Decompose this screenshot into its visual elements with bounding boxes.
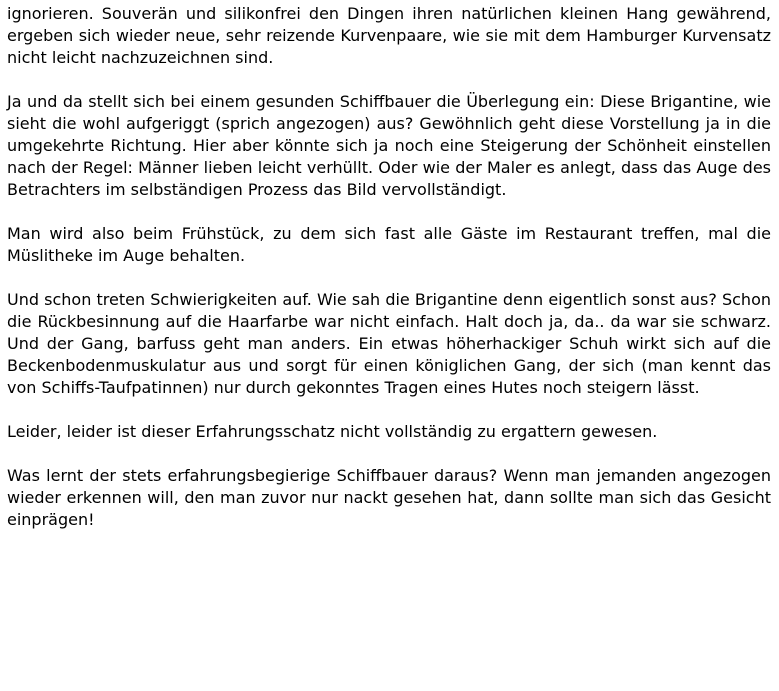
paragraph-3: Man wird also beim Frühstück, zu dem sich fast alle Gäste im Restaurant treffen, mal die Müslitheke im Auge behalten. (7, 224, 771, 265)
paragraph-2: Ja und da stellt sich bei einem gesunden Schiffbauer die Überlegung ein: Diese Brigantine, wie sieht die wohl aufgeriggt (sprich angezogen) aus? Gewöhnlich geht diese Vorstellung ja in die umgekehrte Richtung. Hier aber könnte sich ja noch eine Steigerung der Schönheit einstellen nach der Regel: Männer lieben leicht verhüllt. Oder wie der Maler es anlegt, dass das Auge des Betrachters im selbständigen Prozess das Bild vervollständigt. (7, 92, 771, 199)
paragraph-1: ignorieren. Souverän und silikonfrei den Dingen ihren natürlichen kleinen Hang gewährend, ergeben sich wieder neue, sehr reizende Kurvenpaare, wie sie mit dem Hamburger Kurvensatz nicht leicht nachzuzeichnen sind. (7, 4, 771, 67)
paragraph-6: Was lernt der stets erfahrungsbegierige Schiffbauer daraus? Wenn man jemanden angezogen wieder erkennen will, den man zuvor nur nackt gesehen hat, dann sollte man sich das Gesicht einprägen! (7, 466, 771, 529)
paragraph-5: Leider, leider ist dieser Erfahrungsschatz nicht vollständig zu ergattern gewesen. (7, 422, 658, 441)
paragraph-4: Und schon treten Schwierigkeiten auf. Wie sah die Brigantine denn eigentlich sonst aus? Schon die Rückbesinnung auf die Haarfarbe war nicht einfach. Halt doch ja, da.. da war sie schwarz. Und der Gang, barfuss geht man anders. Ein etwas höherhackiger Schuh wirkt sich auf die Beckenbodenmuskulatur aus und sorgt für einen königlichen Gang, der sich (man kennt das von Schiffs-Taufpatinnen) nur durch gekonntes Tragen eines Hutes noch steigern lässt. (7, 290, 771, 397)
